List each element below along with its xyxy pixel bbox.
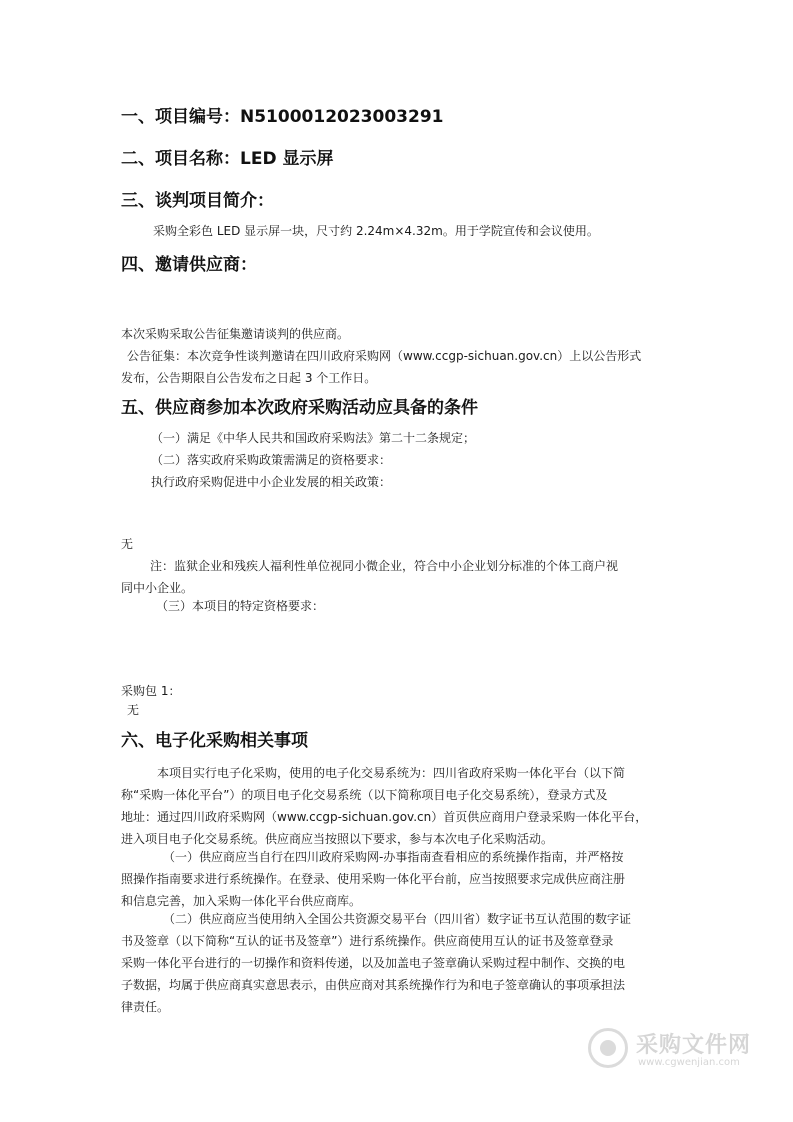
paragraph-line: 律责任。: [121, 1000, 170, 1014]
condition-note-line2: 同中小企业。: [121, 581, 194, 595]
project-intro-text: 采购全彩色 LED 显示屏一块，尺寸约 2.24m×4.32m。用于学院宣传和会议使用。: [153, 224, 599, 238]
paragraph-line: 进入项目电子化交易系统。供应商应当按照以下要求，参与本次电子化采购活动。: [121, 832, 554, 846]
paragraph-line: 称“采购一体化平台”）的项目电子化交易系统（以下简称项目电子化交易系统），登录方式及: [121, 788, 608, 802]
paragraph-line: 书及签章（以下简称“互认的证书及签章”）进行系统操作。供应商使用互认的证书及签章登录: [121, 934, 614, 948]
heading-supplier-conditions: 五、供应商参加本次政府采购活动应具备的条件: [121, 398, 478, 418]
paragraph-line: （一）供应商应当自行在四川政府采购网-办事指南查看相应的系统操作指南，并严格按: [163, 850, 624, 864]
watermark-url: www.cgwenjian.com: [638, 1057, 740, 1068]
paragraph-line: 地址：通过四川政府采购网（www.ccgp-sichuan.gov.cn）首页供应商用户登录采购一体化平台，: [121, 810, 648, 824]
paragraph-line: 照操作指南要求进行系统操作。在登录、使用采购一体化平台前，应当按照要求完成供应商注册: [121, 872, 626, 886]
announcement-text-line1: 公告征集：本次竞争性谈判邀请在四川政府采购网（www.ccgp-sichuan.gov.cn）上以公告形式: [127, 349, 642, 363]
condition-item-2: （二）落实政府采购政策需满足的资格要求：: [151, 453, 392, 467]
heading-project-intro: 三、谈判项目简介：: [121, 191, 274, 211]
electronic-procurement-paragraph-3: [121, 908, 681, 1018]
electronic-procurement-paragraph-2: [121, 846, 681, 912]
watermark-logo-icon: [588, 1028, 628, 1068]
heading-project-number: 一、项目编号：N5100012023003291: [121, 107, 444, 127]
condition-item-3: （三）本项目的特定资格要求：: [156, 599, 325, 613]
site-watermark: [588, 1026, 768, 1078]
electronic-procurement-paragraph-1: [121, 762, 681, 850]
condition-none-1: 无: [121, 537, 134, 551]
condition-note-line1: 注：监狱企业和残疾人福利性单位视同小微企业，符合中小企业划分标准的个体工商户视: [150, 559, 619, 573]
paragraph-line: 本项目实行电子化采购，使用的电子化交易系统为：四川省政府采购一体化平台（以下简: [157, 766, 626, 780]
paragraph-line: 采购一体化平台进行的一切操作和资料传递，以及加盖电子签章确认采购过程中制作、交换的电: [121, 956, 626, 970]
package-label: 采购包 1：: [121, 684, 181, 698]
condition-item-1: （一）满足《中华人民共和国政府采购法》第二十二条规定；: [151, 431, 476, 445]
heading-project-name: 二、项目名称：LED 显示屏: [121, 149, 334, 169]
paragraph-line: 和信息完善，加入采购一体化平台供应商库。: [121, 894, 362, 908]
invite-method-text: 本次采购采取公告征集邀请谈判的供应商。: [121, 327, 350, 341]
heading-invited-suppliers: 四、邀请供应商：: [121, 255, 257, 275]
condition-none-2: 无: [127, 703, 140, 717]
announcement-text-line2: 发布，公告期限自公告发布之日起 3 个工作日。: [121, 371, 377, 385]
condition-item-2-sub: 执行政府采购促进中小企业发展的相关政策：: [151, 475, 392, 489]
heading-electronic-procurement: 六、电子化采购相关事项: [121, 731, 308, 751]
paragraph-line: 子数据，均属于供应商真实意思表示，由供应商对其系统操作行为和电子签章确认的事项承担法: [121, 978, 626, 992]
watermark-title: 采购文件网: [636, 1033, 752, 1058]
paragraph-line: （二）供应商应当使用纳入全国公共资源交易平台（四川省）数字证书互认范围的数字证: [163, 912, 632, 926]
